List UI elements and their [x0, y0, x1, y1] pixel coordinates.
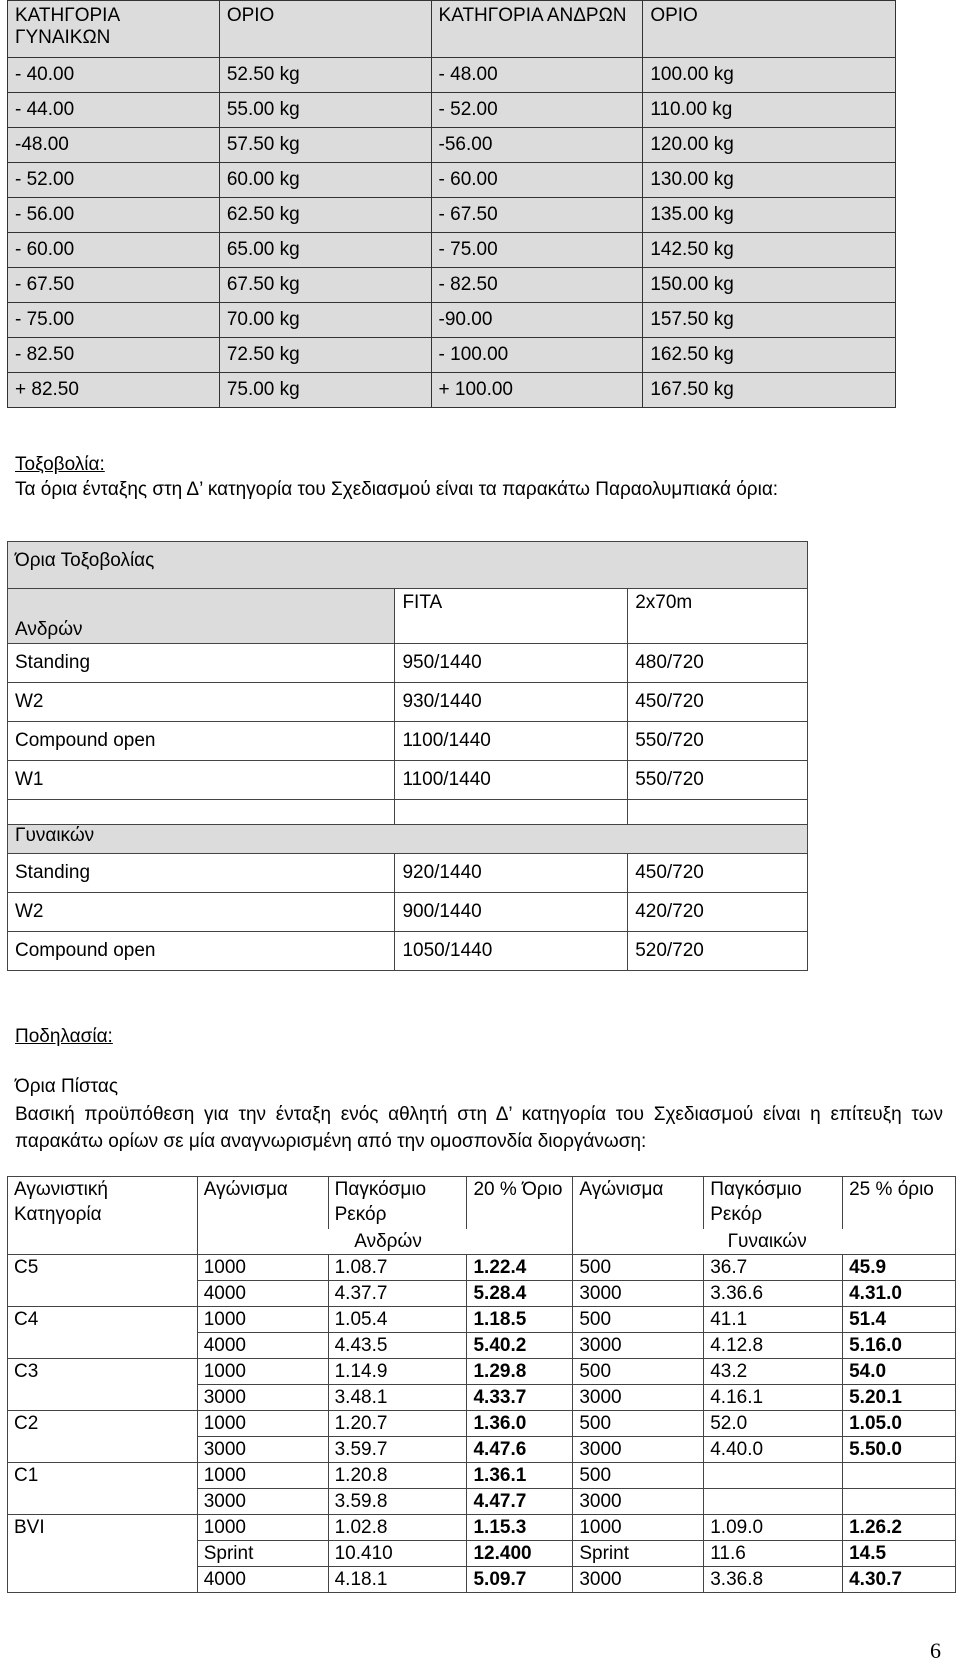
- table-cell: 500: [573, 1307, 704, 1333]
- table-cell: + 82.50: [8, 373, 220, 408]
- table-cell: 51.4: [843, 1307, 956, 1333]
- table-cell: 120.00 kg: [643, 128, 896, 163]
- header-cell: ΟΡΙΟ: [643, 1, 896, 58]
- table-cell: - 52.00: [8, 163, 220, 198]
- table-cell: 4.37.7: [328, 1281, 467, 1307]
- table-cell: [8, 1281, 198, 1307]
- table-row: [8, 1463, 956, 1489]
- table-cell: 135.00 kg: [643, 198, 896, 233]
- table-row: [8, 93, 896, 128]
- table-cell: [704, 1489, 843, 1515]
- table-cell: 52.0: [704, 1411, 843, 1437]
- table-cell: [8, 1541, 198, 1567]
- header-cell: Αγωνιστική Κατηγορία: [8, 1177, 198, 1255]
- table-cell: - 60.00: [8, 233, 220, 268]
- table-cell: 3.36.6: [704, 1281, 843, 1307]
- table-cell: 45.9: [843, 1255, 956, 1281]
- table-cell: 3000: [573, 1567, 704, 1593]
- cycling-subtitle: Όρια Πίστας: [15, 1076, 119, 1097]
- table-cell: 3000: [573, 1333, 704, 1359]
- header-cell: ΚΑΤΗΓΟΡΙΑ ΑΝΔΡΩΝ: [431, 1, 643, 58]
- table-cell: - 44.00: [8, 93, 220, 128]
- women-label: Γυναικών: [573, 1229, 956, 1255]
- table-cell: 1.36.0: [467, 1411, 573, 1437]
- table-cell: 1000: [197, 1515, 328, 1541]
- table-cell: 57.50 kg: [219, 128, 431, 163]
- page-number: 6: [930, 1638, 941, 1663]
- table-cell: 4.30.7: [843, 1567, 956, 1593]
- table-cell: 3000: [573, 1281, 704, 1307]
- table-row: [8, 58, 896, 93]
- table-cell: 1.29.8: [467, 1359, 573, 1385]
- table-cell: 4.31.0: [843, 1281, 956, 1307]
- table-cell: 72.50 kg: [219, 338, 431, 373]
- header-cell: Παγκόσμιο Ρεκόρ: [328, 1177, 467, 1230]
- table-cell: 1.18.5: [467, 1307, 573, 1333]
- table-cell: [704, 1463, 843, 1489]
- table-cell: 52.50 kg: [219, 58, 431, 93]
- table-cell: 43.2: [704, 1359, 843, 1385]
- table-cell: 5.20.1: [843, 1385, 956, 1411]
- table-cell: - 75.00: [8, 303, 220, 338]
- table-cell: - 82.50: [8, 338, 220, 373]
- table-cell: 10.410: [328, 1541, 467, 1567]
- table-cell: 110.00 kg: [643, 93, 896, 128]
- header-cell: 20 % Όριο: [467, 1177, 573, 1230]
- table-cell: 130.00 kg: [643, 163, 896, 198]
- table-cell: - 100.00: [431, 338, 643, 373]
- table-cell: 3000: [573, 1489, 704, 1515]
- table-row: [8, 1411, 956, 1437]
- table-cell: 1.20.7: [328, 1411, 467, 1437]
- table-cell: - 40.00: [8, 58, 220, 93]
- table-row: [8, 1255, 956, 1281]
- table-cell: 3000: [573, 1385, 704, 1411]
- table-row: [8, 1541, 956, 1567]
- table-row: [8, 163, 896, 198]
- table-cell: 5.40.2: [467, 1333, 573, 1359]
- table-cell: 54.0: [843, 1359, 956, 1385]
- table-cell: - 67.50: [8, 268, 220, 303]
- table-row: [8, 233, 896, 268]
- table-row: [8, 338, 896, 373]
- table-cell: 150.00 kg: [643, 268, 896, 303]
- table-cell: 11.6: [704, 1541, 843, 1567]
- table-cell: Standing: [8, 854, 395, 893]
- table-cell: - 67.50: [431, 198, 643, 233]
- table-cell: C2: [8, 1411, 198, 1437]
- table-cell: 3.59.8: [328, 1489, 467, 1515]
- table-cell: Sprint: [197, 1541, 328, 1567]
- column-header-row: [8, 589, 808, 644]
- archery-title: Τοξοβολία:: [15, 454, 105, 475]
- table-row: [8, 1359, 956, 1385]
- header-cell: 25 % όριο: [843, 1177, 956, 1230]
- table-cell: 5.28.4: [467, 1281, 573, 1307]
- table-cell: - 56.00: [8, 198, 220, 233]
- header-cell: Αγώνισμα: [197, 1177, 328, 1230]
- table-cell: 5.16.0: [843, 1333, 956, 1359]
- table-cell: 1.15.3: [467, 1515, 573, 1541]
- table-cell: 1.05.0: [843, 1411, 956, 1437]
- table-cell: 500: [573, 1255, 704, 1281]
- table-cell: 950/1440: [395, 644, 628, 683]
- table-cell: W1: [8, 761, 395, 800]
- table-cell: [8, 1385, 198, 1411]
- blank-cell: [628, 800, 808, 825]
- table-row: [8, 373, 896, 408]
- table-cell: 14.5: [843, 1541, 956, 1567]
- table-header-row: [8, 1, 896, 58]
- table-cell: 520/720: [628, 932, 808, 971]
- table-cell: 41.1: [704, 1307, 843, 1333]
- blank-cell: [8, 800, 395, 825]
- table-cell: 1.08.7: [328, 1255, 467, 1281]
- table-row: [8, 1333, 956, 1359]
- table-cell: 157.50 kg: [643, 303, 896, 338]
- table-row: [8, 268, 896, 303]
- table-cell: -48.00: [8, 128, 220, 163]
- table-cell: 4.47.6: [467, 1437, 573, 1463]
- table-cell: [8, 1333, 198, 1359]
- table-row: [8, 722, 808, 761]
- table-row: [8, 761, 808, 800]
- table-cell: 1000: [197, 1411, 328, 1437]
- table-cell: 900/1440: [395, 893, 628, 932]
- women-label-row: [8, 825, 808, 854]
- table-row: [8, 1307, 956, 1333]
- table-cell: 1100/1440: [395, 761, 628, 800]
- table-cell: 1050/1440: [395, 932, 628, 971]
- table-cell: C3: [8, 1359, 198, 1385]
- header-cell: ΚΑΤΗΓΟΡΙΑ ΓΥΝΑΙΚΩΝ: [8, 1, 220, 58]
- table-cell: + 100.00: [431, 373, 643, 408]
- table-cell: 420/720: [628, 893, 808, 932]
- table-cell: 1100/1440: [395, 722, 628, 761]
- table-cell: C1: [8, 1463, 198, 1489]
- table-cell: 3.36.8: [704, 1567, 843, 1593]
- table-cell: 3000: [197, 1385, 328, 1411]
- blank-cell: [395, 800, 628, 825]
- women-label: Γυναικών: [8, 825, 808, 854]
- table-cell: 1000: [197, 1463, 328, 1489]
- table-cell: C5: [8, 1255, 198, 1281]
- table-row: [8, 128, 896, 163]
- men-label: Ανδρών: [197, 1229, 573, 1255]
- table-cell: 1.36.1: [467, 1463, 573, 1489]
- blank-row: [8, 800, 808, 825]
- table-cell: 75.00 kg: [219, 373, 431, 408]
- table-cell: 1.02.8: [328, 1515, 467, 1541]
- table-cell: 5.09.7: [467, 1567, 573, 1593]
- table-row: [8, 1489, 956, 1515]
- table-row: [8, 1437, 956, 1463]
- table-cell: 4.16.1: [704, 1385, 843, 1411]
- table-row: [8, 198, 896, 233]
- table-cell: Compound open: [8, 722, 395, 761]
- table-cell: 1000: [573, 1515, 704, 1541]
- table-cell: -90.00: [431, 303, 643, 338]
- table-cell: 920/1440: [395, 854, 628, 893]
- table-cell: 65.00 kg: [219, 233, 431, 268]
- table-cell: [843, 1489, 956, 1515]
- table-row: [8, 644, 808, 683]
- table-cell: 3000: [197, 1489, 328, 1515]
- table-row: [8, 1515, 956, 1541]
- table-cell: 4000: [197, 1333, 328, 1359]
- table-cell: 450/720: [628, 683, 808, 722]
- table-row: [8, 932, 808, 971]
- table-cell: 500: [573, 1463, 704, 1489]
- table-cell: 36.7: [704, 1255, 843, 1281]
- table-cell: 62.50 kg: [219, 198, 431, 233]
- table-cell: 5.50.0: [843, 1437, 956, 1463]
- table-cell: 4000: [197, 1281, 328, 1307]
- table-cell: - 82.50: [431, 268, 643, 303]
- weight-limits-table: [7, 0, 896, 408]
- table-cell: 1.20.8: [328, 1463, 467, 1489]
- table-row: [8, 1281, 956, 1307]
- table-cell: 1.09.0: [704, 1515, 843, 1541]
- table-cell: 142.50 kg: [643, 233, 896, 268]
- archery-limits-table: [7, 541, 808, 971]
- table-cell: 70.00 kg: [219, 303, 431, 338]
- table-cell: 1.14.9: [328, 1359, 467, 1385]
- table-cell: 4.40.0: [704, 1437, 843, 1463]
- table-cell: 3.48.1: [328, 1385, 467, 1411]
- table-row: [8, 683, 808, 722]
- table-cell: Compound open: [8, 932, 395, 971]
- table-cell: Sprint: [573, 1541, 704, 1567]
- table-cell: - 52.00: [431, 93, 643, 128]
- table-cell: 167.50 kg: [643, 373, 896, 408]
- men-label: Ανδρών: [8, 589, 395, 644]
- cycling-title: Ποδηλασία:: [15, 1026, 113, 1047]
- table-cell: 4.18.1: [328, 1567, 467, 1593]
- table-cell: [8, 1567, 198, 1593]
- table-cell: 1000: [197, 1255, 328, 1281]
- table-cell: 1000: [197, 1359, 328, 1385]
- table-cell: 4.43.5: [328, 1333, 467, 1359]
- table-row: [8, 1567, 956, 1593]
- header-cell: Αγώνισμα: [573, 1177, 704, 1230]
- table-cell: 3000: [573, 1437, 704, 1463]
- table-cell: 162.50 kg: [643, 338, 896, 373]
- table-title-row: [8, 542, 808, 589]
- table-cell: W2: [8, 683, 395, 722]
- table-cell: [843, 1463, 956, 1489]
- table-cell: 930/1440: [395, 683, 628, 722]
- table-cell: BVI: [8, 1515, 198, 1541]
- table-cell: C4: [8, 1307, 198, 1333]
- table-cell: W2: [8, 893, 395, 932]
- table-cell: 4.47.7: [467, 1489, 573, 1515]
- table-row: [8, 1385, 956, 1411]
- table-cell: - 75.00: [431, 233, 643, 268]
- table-cell: [8, 1489, 198, 1515]
- table-cell: Standing: [8, 644, 395, 683]
- table-row: [8, 303, 896, 338]
- table-cell: -56.00: [431, 128, 643, 163]
- table-cell: 500: [573, 1359, 704, 1385]
- table-cell: 3.59.7: [328, 1437, 467, 1463]
- cycling-paragraph: Βασική προϋπόθεση για την ένταξη ενός αθλητή στη Δ’ κατηγορία του Σχεδιασμού είναι η επίτευξη των παρακάτω ορίων σε μία αναγνωρισμένη από την ομοσπονδία διοργάνωση:: [15, 1104, 943, 1152]
- table-cell: - 60.00: [431, 163, 643, 198]
- table-cell: 100.00 kg: [643, 58, 896, 93]
- table-cell: 67.50 kg: [219, 268, 431, 303]
- table-row: [8, 854, 808, 893]
- table-cell: 500: [573, 1411, 704, 1437]
- table-cell: 55.00 kg: [219, 93, 431, 128]
- table-cell: - 48.00: [431, 58, 643, 93]
- table-cell: 60.00 kg: [219, 163, 431, 198]
- table-header-row: [8, 1177, 956, 1230]
- table-cell: 480/720: [628, 644, 808, 683]
- table-cell: 1.22.4: [467, 1255, 573, 1281]
- table-cell: 12.400: [467, 1541, 573, 1567]
- table-cell: 450/720: [628, 854, 808, 893]
- header-cell: ΟΡΙΟ: [219, 1, 431, 58]
- table-cell: 1000: [197, 1307, 328, 1333]
- table-cell: 550/720: [628, 722, 808, 761]
- table-cell: 1.26.2: [843, 1515, 956, 1541]
- table-cell: [8, 1437, 198, 1463]
- header-cell: Παγκόσμιο Ρεκόρ: [704, 1177, 843, 1230]
- fita-header: FITA: [395, 589, 628, 644]
- table-row: [8, 893, 808, 932]
- two-by-70-header: 2x70m: [628, 589, 808, 644]
- cycling-limits-table: [7, 1176, 956, 1593]
- table-cell: 4.12.8: [704, 1333, 843, 1359]
- table-cell: 1.05.4: [328, 1307, 467, 1333]
- table-cell: 550/720: [628, 761, 808, 800]
- table-cell: 3000: [197, 1437, 328, 1463]
- archery-intro: Τα όρια ένταξης στη Δ’ κατηγορία του Σχεδιασμού είναι τα παρακάτω Παραολυμπιακά όρια:: [15, 479, 779, 500]
- table-cell: 4.33.7: [467, 1385, 573, 1411]
- table-cell: 4000: [197, 1567, 328, 1593]
- table-title: Όρια Τοξοβολίας: [8, 542, 808, 589]
